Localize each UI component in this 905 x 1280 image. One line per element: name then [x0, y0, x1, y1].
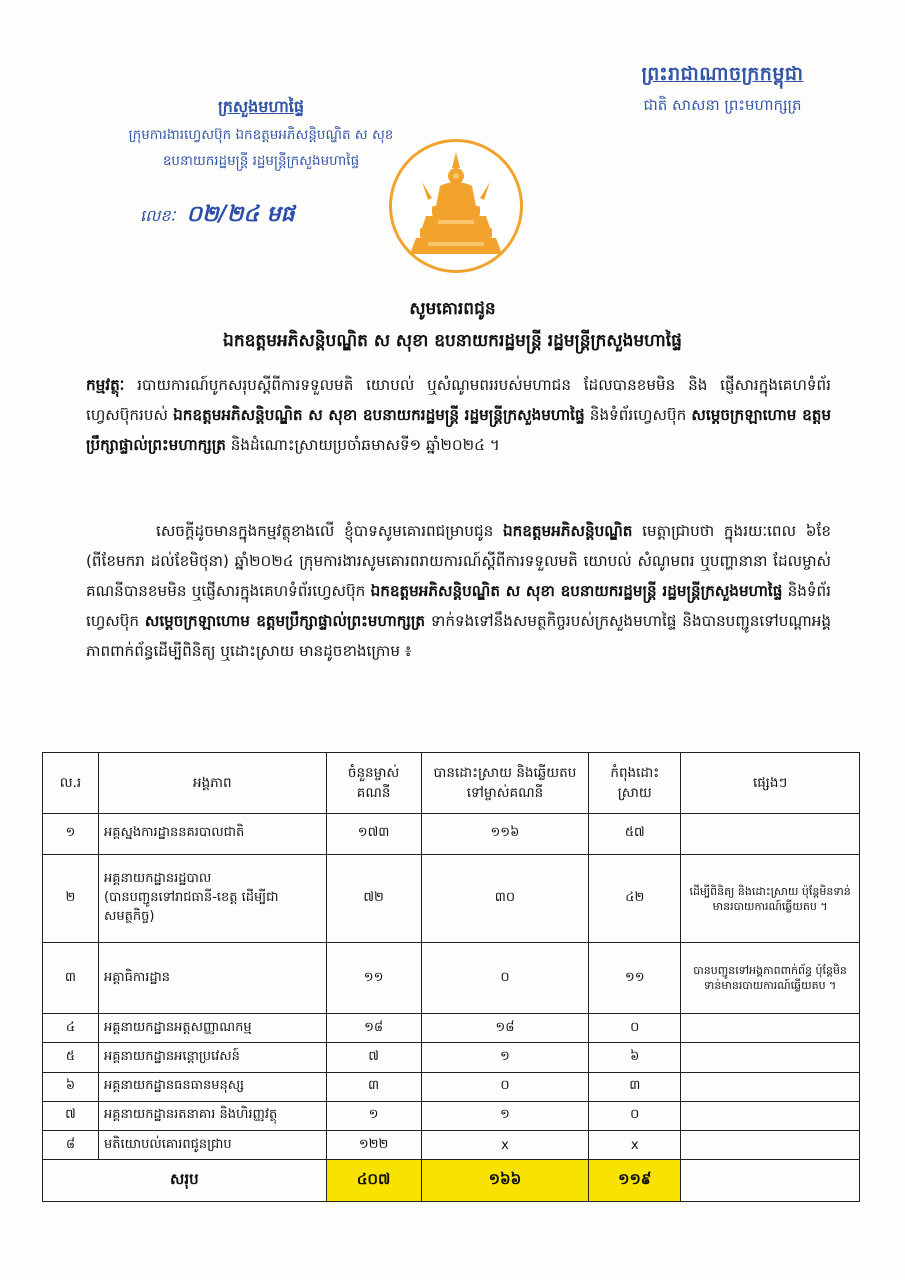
row-no: ១: [43, 813, 99, 855]
table-row: [43, 1101, 860, 1130]
row-no: ៦: [43, 1072, 99, 1101]
row-pending: ០: [589, 1014, 681, 1043]
subject-text-3: និងដំណោះស្រាយប្រចាំឆមាសទី១ ឆ្នាំ២០២៤ ។: [225, 436, 500, 454]
row-unit: អគ្គនាយកដ្ឋានធនធានមនុស្ស: [98, 1072, 326, 1101]
row-note: [681, 1101, 860, 1130]
row-unit: អគ្គនាយកដ្ឋានអត្តសញ្ញាណកម្ម: [98, 1014, 326, 1043]
subject-paragraph: [86, 370, 831, 460]
row-note: ដើម្បីពិនិត្យ និងដោះស្រាយ ប៉ុន្តែមិនទាន់មានរបាយការណ៍ឆ្លើយតប ។: [681, 855, 860, 943]
row-pending: ១១: [589, 943, 681, 1014]
subject-text-1: របាយការណ៍បូកសរុបស្តីពីការទទួលមតិ យោបល់ ឬសំណូមពររបស់មហាជន ដែលបានខមមិន និង ផ្ញើសារក្នុងគេហទំព័រហ្វេសប៊ុករបស់: [86, 376, 832, 424]
body-paragraph: [86, 516, 831, 666]
table-row: [43, 943, 860, 1014]
header-unit: អង្គភាព: [98, 753, 326, 814]
row-note: បានបញ្ជូនទៅអង្គភាពពាក់ព័ន្ធ ប៉ុន្តែមិនទាន់មានរបាយការណ៍ឆ្លើយតប ។: [681, 943, 860, 1014]
row-unit: អគ្គាធិការដ្ឋាន: [98, 943, 326, 1014]
row-pending: ៤២: [589, 855, 681, 943]
row-accounts: ១១: [326, 943, 421, 1014]
body-text-4: ទាក់ទងទៅនឹងសមត្ថកិច្ចរបស់ក្រសួងមហាផ្ទៃ និងបានបញ្ជូនទៅបណ្តាអង្គភាពពាក់ព័ន្ធដើម្បីពិនិត្យ ឬដោះស្រាយ មានដូចខាងក្រោម ៖: [86, 612, 831, 660]
total-pending: ១១៩: [589, 1160, 681, 1202]
kingdom-header: [600, 62, 845, 118]
row-note: [681, 1072, 860, 1101]
table-total-row: [43, 1160, 860, 1202]
body-bold-2: ឯកឧត្តមអភិសន្តិបណ្ឌិត ស សុខា ឧបនាយករដ្ឋមន្ត្រី រដ្ឋមន្ត្រីក្រសួងមហាផ្ទៃ: [370, 582, 783, 600]
reference-value: ០២/២៤ មផ: [186, 202, 295, 227]
row-unit: មតិយោបល់គោរពជូនជ្រាប: [98, 1130, 326, 1159]
body-bold-1: ឯកឧត្តមអភិសន្តិបណ្ឌិត: [503, 522, 633, 540]
row-accounts: ៧២: [326, 855, 421, 943]
row-no: ៥: [43, 1043, 99, 1072]
table-row: [43, 1130, 860, 1159]
row-resolved: ០: [421, 943, 589, 1014]
header-no: ល.រ: [43, 753, 99, 814]
table-row: [43, 855, 860, 943]
table-row: [43, 1014, 860, 1043]
row-pending: ៦: [589, 1043, 681, 1072]
header-resolved: បានដោះស្រាយ និងឆ្លើយតបទៅម្ចាស់គណនី: [421, 753, 589, 814]
kingdom-title: ព្រះរាជាណាចក្រកម្ពុជា: [641, 63, 804, 85]
row-pending: x: [589, 1130, 681, 1159]
row-accounts: ១២២: [326, 1130, 421, 1159]
row-unit: អគ្គនាយកដ្ឋានអន្តោប្រវេសន៍: [98, 1043, 326, 1072]
row-unit: អគ្គនាយកដ្ឋានរតនាគារ និងហិរញ្ញវត្ថុ: [98, 1101, 326, 1130]
salutation: សូមគោរពជូន: [409, 299, 496, 319]
row-note: [681, 1043, 860, 1072]
body-text-3: និងទំព័រហ្វេសប៊ុក: [86, 582, 832, 630]
reference-number: [140, 200, 295, 232]
ministry-name: ក្រសួងមហាផ្ទៃ: [217, 97, 304, 116]
row-resolved: ៣០: [421, 855, 589, 943]
row-resolved: ១: [421, 1101, 589, 1130]
header-accounts: ចំនួនម្ចាស់គណនី: [326, 753, 421, 814]
table-row: [43, 1043, 860, 1072]
row-no: ៧: [43, 1101, 99, 1130]
recipient-title: ឯកឧត្តមអភិសន្តិបណ្ឌិត ស សុខា ឧបនាយករដ្ឋមន្ត្រី រដ្ឋមន្ត្រីក្រសួងមហាផ្ទៃ: [223, 331, 682, 351]
row-note: [681, 1014, 860, 1043]
subject-bold-1: ឯកឧត្តមអភិសន្តិបណ្ឌិត ស សុខា ឧបនាយករដ្ឋមន្ត្រី រដ្ឋមន្ត្រីក្រសួងមហាផ្ទៃ: [173, 406, 585, 424]
table-row: [43, 813, 860, 855]
ministry-emblem-icon: [389, 139, 523, 273]
row-resolved: ១១៦: [421, 813, 589, 855]
total-resolved: ១៦៦: [421, 1160, 589, 1202]
row-resolved: ១: [421, 1043, 589, 1072]
row-no: ៣: [43, 943, 99, 1014]
team-name: ក្រុមការងារហ្វេសប៊ុក ឯកឧត្តមអភិសន្តិបណ្ឌិត ស សុខ: [128, 127, 394, 143]
subject-label: កម្មវត្ថុៈ: [86, 376, 125, 394]
row-no: ២: [43, 855, 99, 943]
team-subtitle: ឧបនាយករដ្ឋមន្ត្រី រដ្ឋមន្ត្រីក្រសួងមហាផ្ទៃ: [162, 153, 360, 169]
row-pending: ៥៧: [589, 813, 681, 855]
report-table: [42, 752, 860, 1202]
row-unit-sub: (បានបញ្ជូនទៅរាជធានី-ខេត្ត ដើម្បីជាសមត្ថកិច្ច): [103, 890, 279, 925]
row-accounts: ១: [326, 1101, 421, 1130]
row-resolved: x: [421, 1130, 589, 1159]
row-resolved: ០: [421, 1072, 589, 1101]
row-note: [681, 1130, 860, 1159]
subject-bold-2: សម្តេចក្រឡាហោម ឧត្តមប្រឹក្សាផ្ទាល់ព្រះមហាក្សត្រ: [86, 406, 832, 454]
row-resolved: ១៨: [421, 1014, 589, 1043]
reference-label: លេខៈ: [140, 206, 176, 225]
total-accounts: ៤០៧: [326, 1160, 421, 1202]
row-accounts: ៧: [326, 1043, 421, 1072]
table-header-row: [43, 753, 860, 814]
row-unit-main: អគ្គនាយកដ្ឋានរដ្ឋបាល: [103, 871, 212, 887]
row-no: ៤: [43, 1014, 99, 1043]
row-unit: [98, 855, 326, 943]
ministry-header: [86, 96, 436, 172]
total-note: [681, 1160, 860, 1202]
row-no: ៨: [43, 1130, 99, 1159]
row-accounts: ១៧៣: [326, 813, 421, 855]
total-label: សរុប: [43, 1160, 327, 1202]
row-note: [681, 813, 860, 855]
row-unit: អគ្គស្នងការដ្ឋាននគរបាលជាតិ: [98, 813, 326, 855]
national-motto: ជាតិ សាសនា ព្រះមហាក្សត្រ: [643, 96, 802, 114]
table-row: [43, 1072, 860, 1101]
row-pending: ០: [589, 1101, 681, 1130]
body-bold-3: សម្តេចក្រឡាហោម ឧត្តមប្រឹក្សាផ្ទាល់ព្រះមហាក្សត្រ: [144, 612, 426, 630]
header-notes: ផ្សេងៗ: [681, 753, 860, 814]
row-accounts: ១៨: [326, 1014, 421, 1043]
row-pending: ៣: [589, 1072, 681, 1101]
body-text-1: សេចក្តីដូចមានក្នុងកម្មវត្ថុខាងលើ ខ្ញុំបាទសូមគោរពជម្រាបជូន: [156, 522, 503, 540]
body-text-2: មេត្តាជ្រាបថា ក្នុងរយៈពេល ៦ខែ (ពីខែមករា ដល់ខែមិថុនា) ឆ្នាំ២០២៤ ក្រុមការងារសូមគោរពរាយការណ៍ស្តីពីការទទួលមតិ យោបល់ សំណូមពរ ឬបញ្ហានានា ដែលម្ចាស់គណនីបានខមមិន ឬផ្ញើសារក្នុងគេហទំព័រហ្វេសប៊ុក: [86, 522, 832, 600]
header-pending: កំពុងដោះស្រាយ: [589, 753, 681, 814]
row-accounts: ៣: [326, 1072, 421, 1101]
subject-text-2: និងទំព័រហ្វេសប៊ុក: [584, 406, 692, 424]
